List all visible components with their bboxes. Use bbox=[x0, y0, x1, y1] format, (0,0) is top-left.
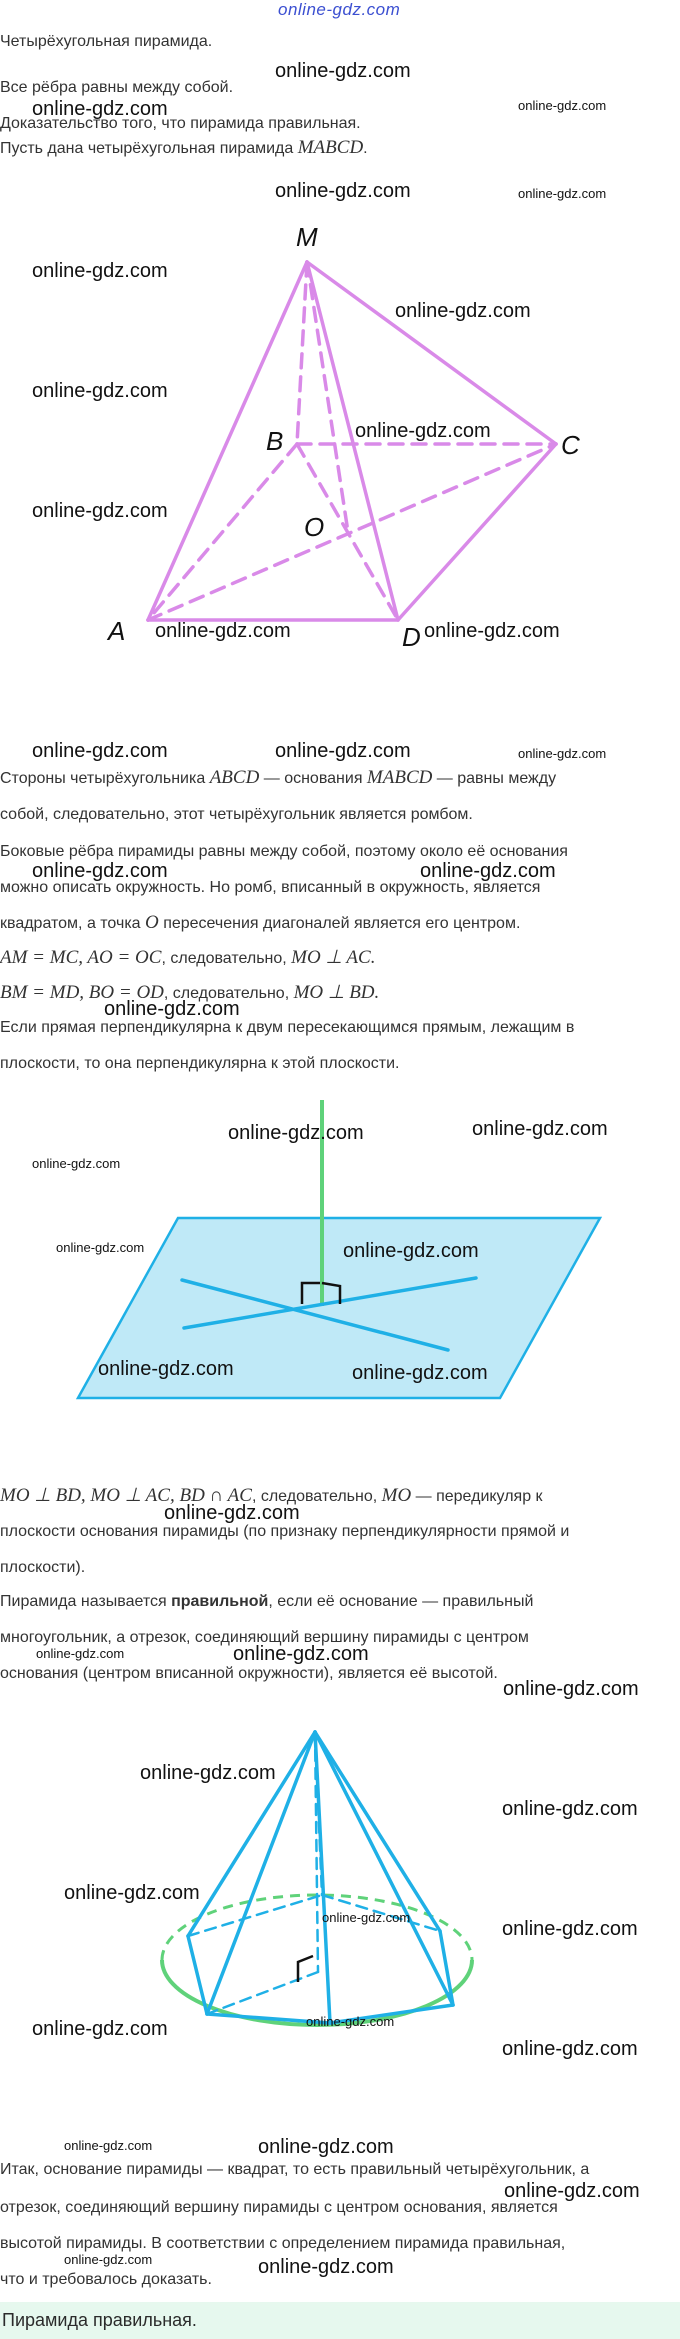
watermark: online-gdz.com bbox=[32, 98, 168, 120]
watermark: online-gdz.com bbox=[352, 1362, 488, 1384]
watermark: online-gdz.com bbox=[395, 300, 531, 322]
proof1-line9: плоскости, то она перпендикулярна к этой плоскости. bbox=[0, 1055, 400, 1072]
watermark: online-gdz.com bbox=[275, 60, 411, 82]
conclusion-line2: отрезок, соединяющий вершину пирамиды с центром основания, является bbox=[0, 2199, 558, 2216]
watermark: online-gdz.com bbox=[36, 1646, 125, 1661]
text: , если её основание — правильный bbox=[268, 1593, 534, 1610]
watermark: online-gdz.com bbox=[64, 2252, 153, 2267]
proof1-line4: можно описать окружность. Но ромб, вписанный в окружность, является bbox=[0, 879, 541, 896]
math: O bbox=[145, 912, 159, 933]
text: , следовательно, bbox=[251, 1488, 382, 1505]
edge-MB bbox=[297, 262, 307, 444]
watermark: online-gdz.com bbox=[502, 1918, 638, 1940]
math: MO bbox=[381, 1485, 412, 1506]
watermark: online-gdz.com bbox=[518, 186, 607, 201]
watermark: online-gdz.com bbox=[420, 860, 556, 882]
watermark: online-gdz.com bbox=[503, 1678, 639, 1700]
watermark: online-gdz.com bbox=[64, 1882, 200, 1904]
text: Стороны четырёхугольника bbox=[0, 770, 210, 787]
text: квадратом, а точка bbox=[0, 915, 146, 932]
vertex-A: A bbox=[108, 616, 126, 646]
text: — равны между bbox=[432, 770, 557, 787]
watermark: online-gdz.com bbox=[424, 620, 560, 642]
text: — основания bbox=[259, 770, 367, 787]
pyramid-edge bbox=[315, 1732, 453, 2005]
watermark: online-gdz.com bbox=[32, 860, 168, 882]
watermark: online-gdz.com bbox=[140, 1762, 276, 1784]
conclusion-line3: высотой пирамиды. В соответствии с определением пирамида правильная, bbox=[0, 2235, 566, 2252]
edge-BA bbox=[148, 444, 297, 620]
bold-term: правильной bbox=[171, 1593, 269, 1610]
watermark: online-gdz.com bbox=[502, 1798, 638, 1820]
watermark: online-gdz.com bbox=[502, 2038, 638, 2060]
watermark: online-gdz.com bbox=[32, 1156, 121, 1171]
vertex-B: B bbox=[266, 426, 284, 456]
answer-box: Пирамида правильная. bbox=[0, 2302, 680, 2339]
vertex-O: O bbox=[304, 512, 325, 542]
watermark: online-gdz.com bbox=[32, 740, 168, 762]
intro-let-suffix: . bbox=[363, 140, 368, 157]
watermark: online-gdz.com bbox=[104, 998, 240, 1020]
watermark: online-gdz.com bbox=[64, 2138, 153, 2153]
watermark: online-gdz.com bbox=[155, 620, 291, 642]
watermark: online-gdz.com bbox=[275, 740, 411, 762]
proof1-line6 bbox=[0, 940, 676, 976]
watermark: online-gdz.com bbox=[322, 1910, 411, 1925]
proof2-line3: плоскости). bbox=[0, 1559, 86, 1576]
proof1-line5 bbox=[0, 905, 676, 941]
conclusion-line1: Итак, основание пирамиды — квадрат, то есть правильный четырёхугольник, а bbox=[0, 2161, 590, 2178]
math: MO ⊥ BD, MO ⊥ AC, BD ∩ AC bbox=[0, 1485, 252, 1506]
watermark: online-gdz.com bbox=[56, 1240, 145, 1255]
math: MO ⊥ AC. bbox=[291, 947, 376, 968]
proof2-line6: основания (центром вписанной окружности), является её высотой. bbox=[0, 1665, 498, 1682]
intro-let-prefix: Пусть дана четырёхугольная пирамида bbox=[0, 140, 298, 157]
proof2-line2: плоскости основания пирамиды (по признаку перпендикулярности прямой и bbox=[0, 1523, 570, 1540]
proof1-line2: собой, следовательно, этот четырёхугольник является ромбом. bbox=[0, 806, 473, 823]
watermark: online-gdz.com bbox=[98, 1358, 234, 1380]
watermark: online-gdz.com bbox=[233, 1643, 369, 1665]
watermark: online-gdz.com bbox=[164, 1502, 300, 1524]
site-watermark: online-gdz.com bbox=[278, 0, 401, 19]
proof1-line1 bbox=[0, 760, 676, 796]
vertex-D: D bbox=[402, 622, 421, 652]
watermark: online-gdz.com bbox=[32, 380, 168, 402]
vertex-M: M bbox=[296, 222, 318, 252]
intro-let-math: MABCD bbox=[297, 137, 364, 158]
watermark: online-gdz.com bbox=[258, 2256, 394, 2278]
math: MO ⊥ BD. bbox=[293, 982, 380, 1003]
watermark: online-gdz.com bbox=[472, 1118, 608, 1140]
watermark: online-gdz.com bbox=[306, 2014, 395, 2029]
text: , следовательно, bbox=[161, 950, 292, 967]
watermark: online-gdz.com bbox=[355, 420, 491, 442]
edge-AC bbox=[148, 444, 556, 620]
math: BM = MD, BO = OD bbox=[0, 982, 164, 1003]
watermark: online-gdz.com bbox=[228, 1122, 364, 1144]
math: MABCD bbox=[366, 767, 433, 788]
watermark: online-gdz.com bbox=[275, 180, 411, 202]
math: ABCD bbox=[209, 767, 260, 788]
watermark: online-gdz.com bbox=[32, 2018, 168, 2040]
conclusion-line4: что и требовалось доказать. bbox=[0, 2271, 212, 2288]
text: — передикуляр к bbox=[411, 1488, 543, 1505]
radius-line bbox=[207, 1972, 318, 2014]
intro-title: Четырёхугольная пирамида. bbox=[0, 33, 213, 50]
text: , следовательно, bbox=[163, 985, 294, 1002]
proof1-line7 bbox=[0, 975, 676, 1011]
proof2-line1 bbox=[0, 1478, 676, 1514]
watermark: online-gdz.com bbox=[32, 500, 168, 522]
watermark: online-gdz.com bbox=[518, 98, 607, 113]
text: Пирамида называется bbox=[0, 1593, 172, 1610]
edge-DC bbox=[398, 444, 556, 620]
proof2-line5: многоугольник, а отрезок, соединяющий вершину пирамиды с центром bbox=[0, 1629, 529, 1646]
watermark: online-gdz.com bbox=[32, 260, 168, 282]
edge-MC bbox=[307, 262, 556, 444]
watermark: online-gdz.com bbox=[343, 1240, 479, 1262]
text: пересечения диагоналей является его центром. bbox=[158, 915, 521, 932]
watermark: online-gdz.com bbox=[518, 746, 607, 761]
proof1-line3: Боковые рёбра пирамиды равны между собой, поэтому около её основания bbox=[0, 843, 568, 860]
proof1-line8: Если прямая перпендикулярна к двум пересекающимся прямым, лежащим в bbox=[0, 1019, 575, 1036]
math: AM = MC, AO = OC bbox=[0, 947, 162, 968]
intro-given: Все рёбра равны между собой. bbox=[0, 79, 234, 96]
proof2-line4 bbox=[0, 1584, 676, 1619]
watermark: online-gdz.com bbox=[258, 2136, 394, 2158]
vertex-C: C bbox=[561, 430, 580, 460]
intro-let bbox=[0, 130, 676, 166]
watermark: online-gdz.com bbox=[504, 2180, 640, 2202]
intro-task: Доказательство того, что пирамида правильная. bbox=[0, 115, 361, 132]
